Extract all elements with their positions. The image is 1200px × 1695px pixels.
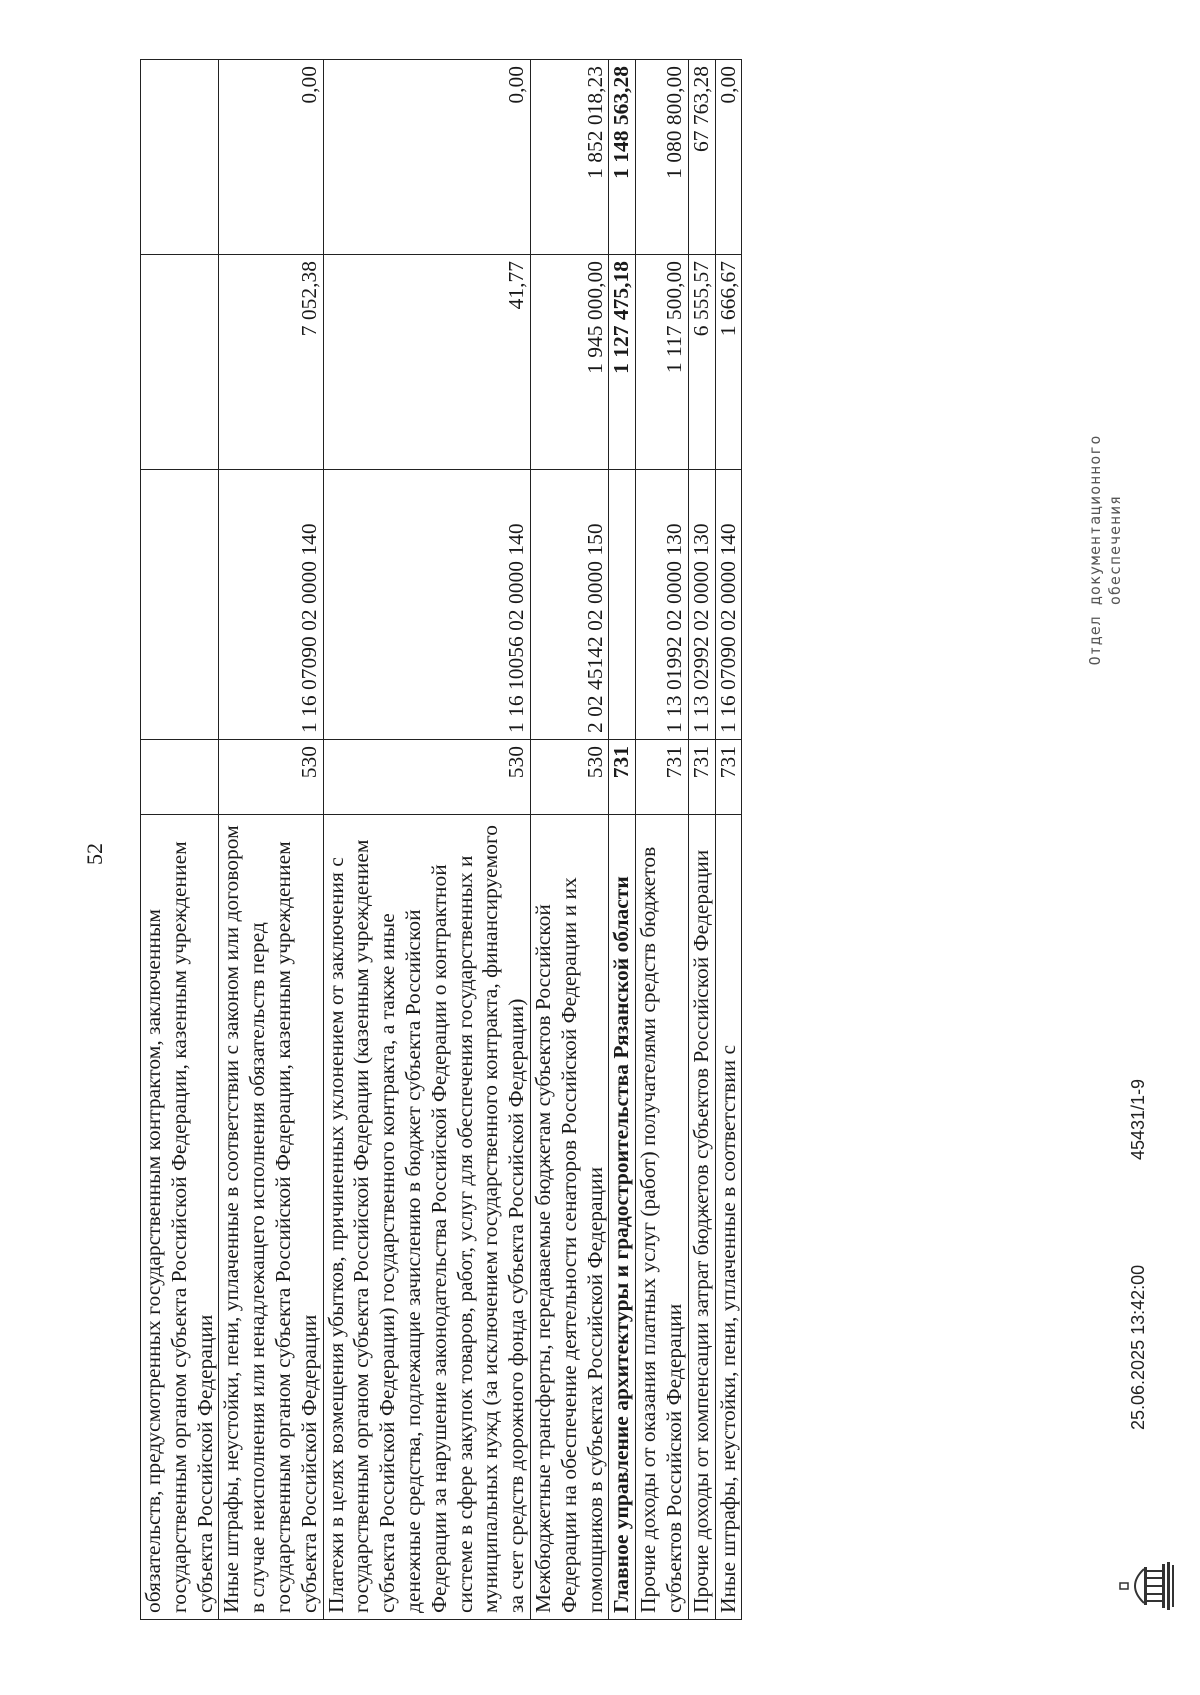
row-amount-2 [141, 60, 219, 255]
footer-date: 25.06.2025 13:42:00 [1128, 1264, 1148, 1430]
row-admin-code: 530 [530, 740, 608, 815]
row-admin-code: 731 [688, 740, 715, 815]
page-number: 52 [82, 843, 107, 865]
row-amount-2: 0,00 [715, 60, 742, 255]
table-row [688, 60, 715, 1620]
table-row [530, 60, 608, 1620]
duma-building-icon [1118, 1561, 1176, 1611]
stamp-line-1: Отдел документационного [1086, 434, 1104, 666]
row-name: обязательств, предусмотренных государственным контрактом, заключенным государственным органом субъекта Российской Федерации, казенным учреждением субъекта Российской Федерации [141, 815, 219, 1620]
row-amount-2: 1 852 018,23 [530, 60, 608, 255]
row-amount-1: 1 127 475,18 [609, 255, 636, 470]
department-stamp [1085, 385, 1126, 715]
row-name: Иные штрафы, неустойки, пени, уплаченные в соответствии с [715, 815, 742, 1620]
row-name: Прочие доходы от компенсации затрат бюджетов субъектов Российской Федерации [688, 815, 715, 1620]
revenue-table [140, 59, 742, 1620]
footer-doc-id: 45431/1-9 [1128, 1078, 1148, 1160]
row-name: Межбюджетные трансферты, передаваемые бюджетам субъектов Российской Федерации на обеспечение деятельности сенаторов Российской Федерации и их помощников в субъектах Российской Федерации [530, 815, 608, 1620]
row-kbk: 1 16 10056 02 0000 140 [323, 470, 530, 740]
row-amount-2: 1 080 800,00 [636, 60, 689, 255]
row-amount-2: 0,00 [323, 60, 530, 255]
row-amount-1: 1 945 000,00 [530, 255, 608, 470]
row-name: Главное управление архитектуры и градостроительства Рязанской области [609, 815, 636, 1620]
row-admin-code [141, 740, 219, 815]
row-amount-1: 7 052,38 [219, 255, 323, 470]
row-kbk [141, 470, 219, 740]
row-kbk: 1 13 01992 02 0000 130 [636, 470, 689, 740]
table-row [636, 60, 689, 1620]
row-amount-1: 6 555,57 [688, 255, 715, 470]
table-row [715, 60, 742, 1620]
row-amount-2: 67 763,28 [688, 60, 715, 255]
row-name: Прочие доходы от оказания платных услуг (работ) получателями средств бюджетов субъектов Российской Федерации [636, 815, 689, 1620]
row-amount-1: 1 666,67 [715, 255, 742, 470]
row-kbk: 1 13 02992 02 0000 130 [688, 470, 715, 740]
row-kbk [609, 470, 636, 740]
row-admin-code: 731 [609, 740, 636, 815]
table-row [141, 60, 219, 1620]
row-amount-2: 0,00 [219, 60, 323, 255]
row-name: Платежи в целях возмещения убытков, причиненных уклонением от заключения с государственным органом субъекта Российской Федерации (казенным учреждением субъекта Российской Федерации) государственного контракта, а также иные денежные средства, подлежащие зачислению в бюджет субъекта Российской Федерации за нарушение законодательства Российской Федерации о контрактной системе в сфере закупок товаров, работ, услуг для обеспечения государственных и муниципальных нужд (за исключением государственного контракта, финансируемого за счет средств дорожного фонда субъекта Российской Федерации) [323, 815, 530, 1620]
table-row-department [609, 60, 636, 1620]
row-admin-code: 731 [636, 740, 689, 815]
table-row [219, 60, 323, 1620]
row-admin-code: 530 [323, 740, 530, 815]
stamp-line-2: обеспечения [1106, 494, 1125, 606]
row-kbk: 2 02 45142 02 0000 150 [530, 470, 608, 740]
row-kbk: 1 16 07090 02 0000 140 [715, 470, 742, 740]
row-name: Иные штрафы, неустойки, пени, уплаченные в соответствии с законом или договором в случае неисполнения или ненадлежащего исполнения обязательств перед государственным органом субъекта Российской Федерации, казенным учреждением субъекта Российской Федерации [219, 815, 323, 1620]
row-amount-1: 1 117 500,00 [636, 255, 689, 470]
table-row [323, 60, 530, 1620]
row-kbk: 1 16 07090 02 0000 140 [219, 470, 323, 740]
row-amount-2: 1 148 563,28 [609, 60, 636, 255]
row-admin-code: 731 [715, 740, 742, 815]
row-amount-1 [141, 255, 219, 470]
row-admin-code: 530 [219, 740, 323, 815]
row-amount-1: 41,77 [323, 255, 530, 470]
